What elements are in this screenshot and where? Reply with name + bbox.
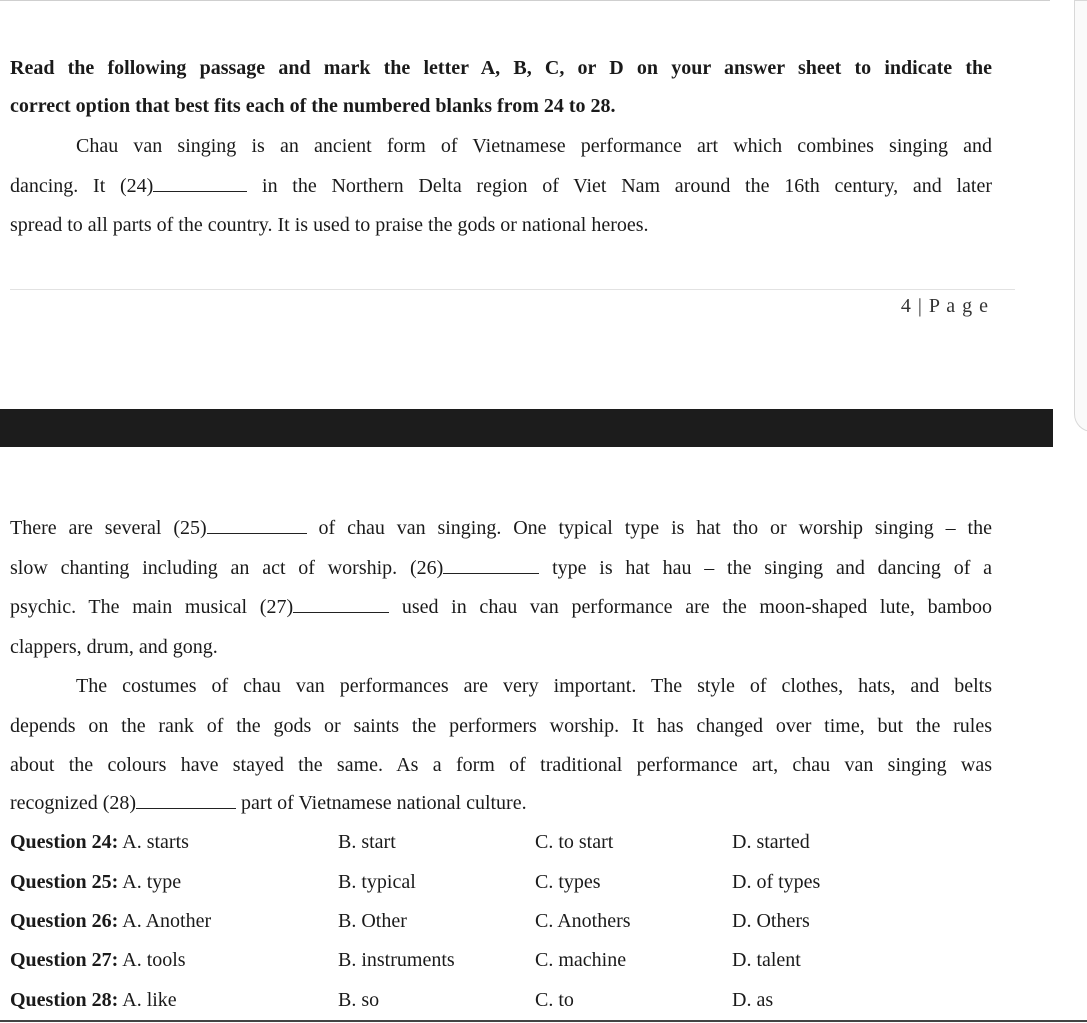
page-break-band bbox=[0, 409, 1053, 447]
passage1-line-3: spread to all parts of the country. It is used to praise the gods or national heroes. bbox=[10, 214, 649, 236]
option-b: B. instruments bbox=[338, 949, 455, 971]
question-row bbox=[10, 947, 186, 973]
option-c: C. Anothers bbox=[535, 910, 631, 932]
question-row bbox=[10, 908, 211, 934]
page-number: 4 | P a g e bbox=[900, 295, 989, 317]
option-d: D. of types bbox=[732, 871, 821, 893]
blank-27 bbox=[293, 594, 389, 613]
option-b: B. Other bbox=[338, 910, 407, 932]
option-c: C. machine bbox=[535, 949, 627, 971]
question-label: Question 27: bbox=[10, 949, 119, 971]
blank-26 bbox=[443, 555, 539, 574]
passage2-line-5: The costumes of chau van performances are very important. The style of clothes, hats, and belts bbox=[76, 675, 992, 697]
option-d: D. talent bbox=[732, 949, 801, 971]
passage1-line-1: Chau van singing is an ancient form of Vietnamese performance art which combines singing and bbox=[76, 135, 992, 157]
passage1-line-2 bbox=[10, 173, 992, 199]
bottom-rule bbox=[0, 1020, 1087, 1022]
option-b: B. typical bbox=[338, 871, 416, 893]
blank-28 bbox=[136, 790, 236, 809]
passage-text: slow chanting including an act of worship. (26) bbox=[10, 557, 444, 579]
passage-text: psychic. The main musical (27) bbox=[10, 596, 294, 618]
passage2-line-1 bbox=[10, 515, 992, 541]
passage-text: type is hat hau – the singing and dancing of a bbox=[552, 557, 993, 579]
option-b: B. so bbox=[338, 989, 380, 1011]
instruction-line-1: Read the following passage and mark the letter A, B, C, or D on your answer sheet to indicate the bbox=[10, 57, 992, 79]
passage-text: recognized (28) bbox=[10, 792, 137, 814]
passage-text: part of Vietnamese national culture. bbox=[241, 792, 527, 814]
option-a: A. tools bbox=[122, 949, 186, 971]
question-label: Question 25: bbox=[10, 871, 119, 893]
passage2-line-2 bbox=[10, 555, 992, 581]
passage-text: There are several (25) bbox=[10, 517, 207, 539]
option-a: A. like bbox=[122, 989, 177, 1011]
blank-24 bbox=[153, 173, 247, 192]
question-row bbox=[10, 987, 177, 1013]
scrollbar[interactable] bbox=[1074, 0, 1087, 432]
option-c: C. types bbox=[535, 871, 601, 893]
option-d: D. as bbox=[732, 989, 774, 1011]
blank-25 bbox=[207, 515, 307, 534]
option-a: A. type bbox=[122, 871, 182, 893]
question-row bbox=[10, 869, 181, 895]
passage2-line-6: depends on the rank of the gods or saints the performers worship. It has changed over time, but the rules bbox=[10, 715, 992, 737]
passage2-line-4: clappers, drum, and gong. bbox=[10, 636, 218, 658]
option-d: D. Others bbox=[732, 910, 810, 932]
passage2-line-7: about the colours have stayed the same. As a form of traditional performance art, chau van singing was bbox=[10, 754, 992, 776]
page-divider bbox=[10, 289, 1015, 290]
passage-text: dancing. It (24) bbox=[10, 175, 154, 197]
passage-text: used in chau van performance are the moon-shaped lute, bamboo bbox=[401, 596, 993, 618]
option-c: C. to bbox=[535, 989, 574, 1011]
passage2-line-3 bbox=[10, 594, 992, 620]
question-label: Question 24: bbox=[10, 831, 119, 853]
option-a: A. Another bbox=[122, 910, 212, 932]
option-c: C. to start bbox=[535, 831, 614, 853]
passage-text: of chau van singing. One typical type is hat tho or worship singing – the bbox=[318, 517, 992, 539]
instruction-line-2: correct option that best fits each of the numbered blanks from 24 to 28. bbox=[10, 95, 616, 117]
option-b: B. start bbox=[338, 831, 396, 853]
option-a: A. starts bbox=[122, 831, 189, 853]
top-rule bbox=[0, 0, 1050, 5]
question-label: Question 26: bbox=[10, 910, 119, 932]
passage2-line-8 bbox=[10, 790, 992, 816]
option-d: D. started bbox=[732, 831, 810, 853]
passage-text: in the Northern Delta region of Viet Nam around the 16th century, and later bbox=[262, 175, 993, 197]
question-label: Question 28: bbox=[10, 989, 119, 1011]
question-row bbox=[10, 829, 189, 855]
